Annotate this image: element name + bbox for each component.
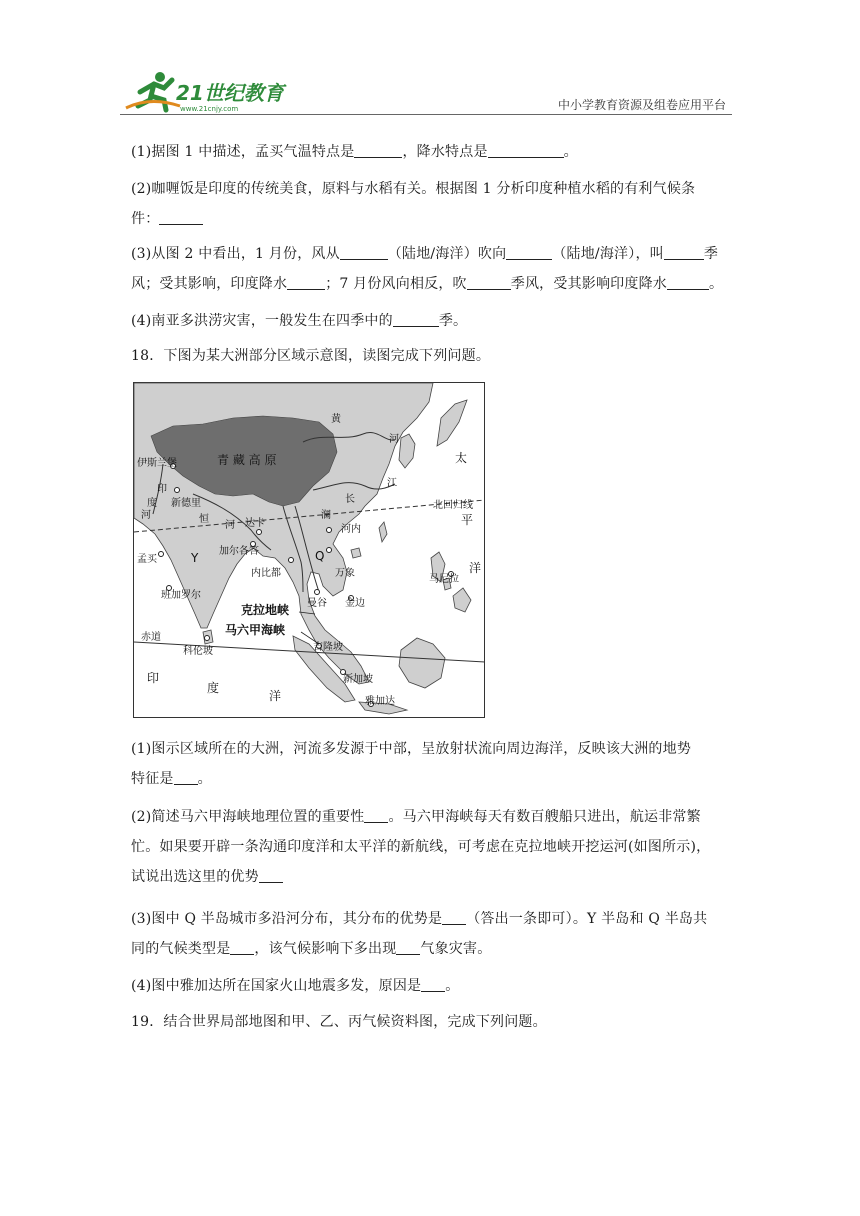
label-equator: 赤道 (141, 632, 161, 643)
label-q: Q (315, 549, 325, 563)
label-he3: 河 (225, 520, 235, 531)
label-kl: 吉隆坡 (313, 642, 343, 653)
q17-part2: (2)咖喱饭是印度的传统美食，原料与水稻有关。根据图 1 分析印度种植水稻的有利气候条 件： (131, 181, 696, 227)
label-du1: 度 (147, 498, 157, 509)
label-naypyidaw: 内比都 (251, 568, 281, 579)
label-vientiane: 万象 (335, 568, 355, 579)
label-y: Y (191, 551, 199, 565)
label-manila: 马尼拉 (429, 574, 459, 585)
label-heng: 恒 (199, 514, 209, 525)
q19-title: 19．结合世界局部地图和甲、乙、丙气候资料图，完成下列问题。 (131, 1014, 547, 1030)
label-jakarta: 雅加达 (365, 696, 395, 707)
label-huang: 黄 (331, 414, 341, 425)
q18-part1: (1)图示区域所在的大洲，河流多发源于中部，呈放射状流向周边海洋，反映该大洲的地势 特征是 。 (131, 741, 692, 787)
label-phnompenh: 金边 (345, 598, 365, 609)
platform-name: 中小学教育资源及组卷应用平台 (557, 98, 726, 112)
q18-part4: (4)图中雅加达所在国家火山地震多发，原因是 。 (131, 971, 731, 1001)
label-kra: 克拉地峡 (241, 603, 290, 617)
label-du2: 度 (207, 681, 220, 695)
logo-url: www.21cnjy.com (180, 105, 239, 113)
q18-title: 18．下图为某大洲部分区域示意图，读图完成下列问题。 (131, 348, 491, 364)
label-plateau: 青 藏 高 原 (217, 453, 277, 467)
label-bangkok: 曼谷 (307, 598, 327, 609)
label-he2: 河 (141, 510, 151, 521)
label-he1: 河 (389, 434, 399, 445)
label-yin1: 印 (157, 484, 167, 495)
logo-text: 21世纪教育 (176, 81, 284, 105)
q18-part2: (2)简述马六甲海峡地理位置的重要性 。马六甲海峡每天有数百艘船只进出，航运非常繁 忙。如果要开辟一条沟通印度洋和太平洋的新航线，可考虑在克拉地峡开挖运河(如图所示)， 试说出选这里的优势 (131, 802, 731, 892)
label-dhaka: 达卡 (245, 518, 265, 529)
label-yin2: 印 (147, 671, 160, 685)
label-tai: 太 (455, 451, 468, 465)
label-colombo: 科伦坡 (183, 646, 213, 657)
asia-region-map (133, 382, 485, 718)
logo (120, 66, 300, 114)
label-ping: 平 (461, 513, 474, 527)
label-yang2: 洋 (269, 689, 282, 703)
q17-part3: (3)从图 2 中看出，1 月份，风从 （陆地/海洋）吹向 （陆地/海洋），叫 季 风；受其影响，印度降水 ；7 月份风向相反，吹 季风，受其影响印度降水 。 (131, 239, 731, 299)
page-header (120, 66, 732, 118)
label-new-delhi: 新德里 (171, 498, 201, 509)
runner-logo-icon (126, 72, 180, 110)
label-hanoi: 河内 (341, 524, 361, 535)
label-lan: 澜 (321, 510, 331, 521)
label-jiang: 江 (387, 478, 397, 489)
land-hainan (351, 548, 361, 558)
label-kolkata: 加尔各答 (219, 546, 259, 557)
label-malacca: 马六甲海峡 (225, 623, 286, 637)
label-mumbai: 孟买 (137, 554, 157, 565)
label-islamabad: 伊斯兰堡 (137, 458, 177, 469)
header-divider (120, 114, 732, 115)
label-chang: 长 (345, 494, 355, 505)
q17-part1: (1)据图 1 中描述，孟买气温特点是 ，降水特点是 。 (131, 137, 731, 167)
label-yang1: 洋 (469, 561, 482, 575)
label-bangalore: 班加罗尔 (161, 590, 201, 601)
label-tropic: 北回归线 (433, 500, 473, 511)
q18-part3: (3)图中 Q 半岛城市多沿河分布，其分布的优势是 （答出一条即可）。Y 半岛和 Q 半岛共 同的气候类型是 ，该气候影响下多出现 气象灾害。 (131, 904, 731, 964)
label-singapore: 新加坡 (343, 674, 373, 685)
q17-part4: (4)南亚多洪涝灾害，一般发生在四季中的 季。 (131, 306, 731, 336)
